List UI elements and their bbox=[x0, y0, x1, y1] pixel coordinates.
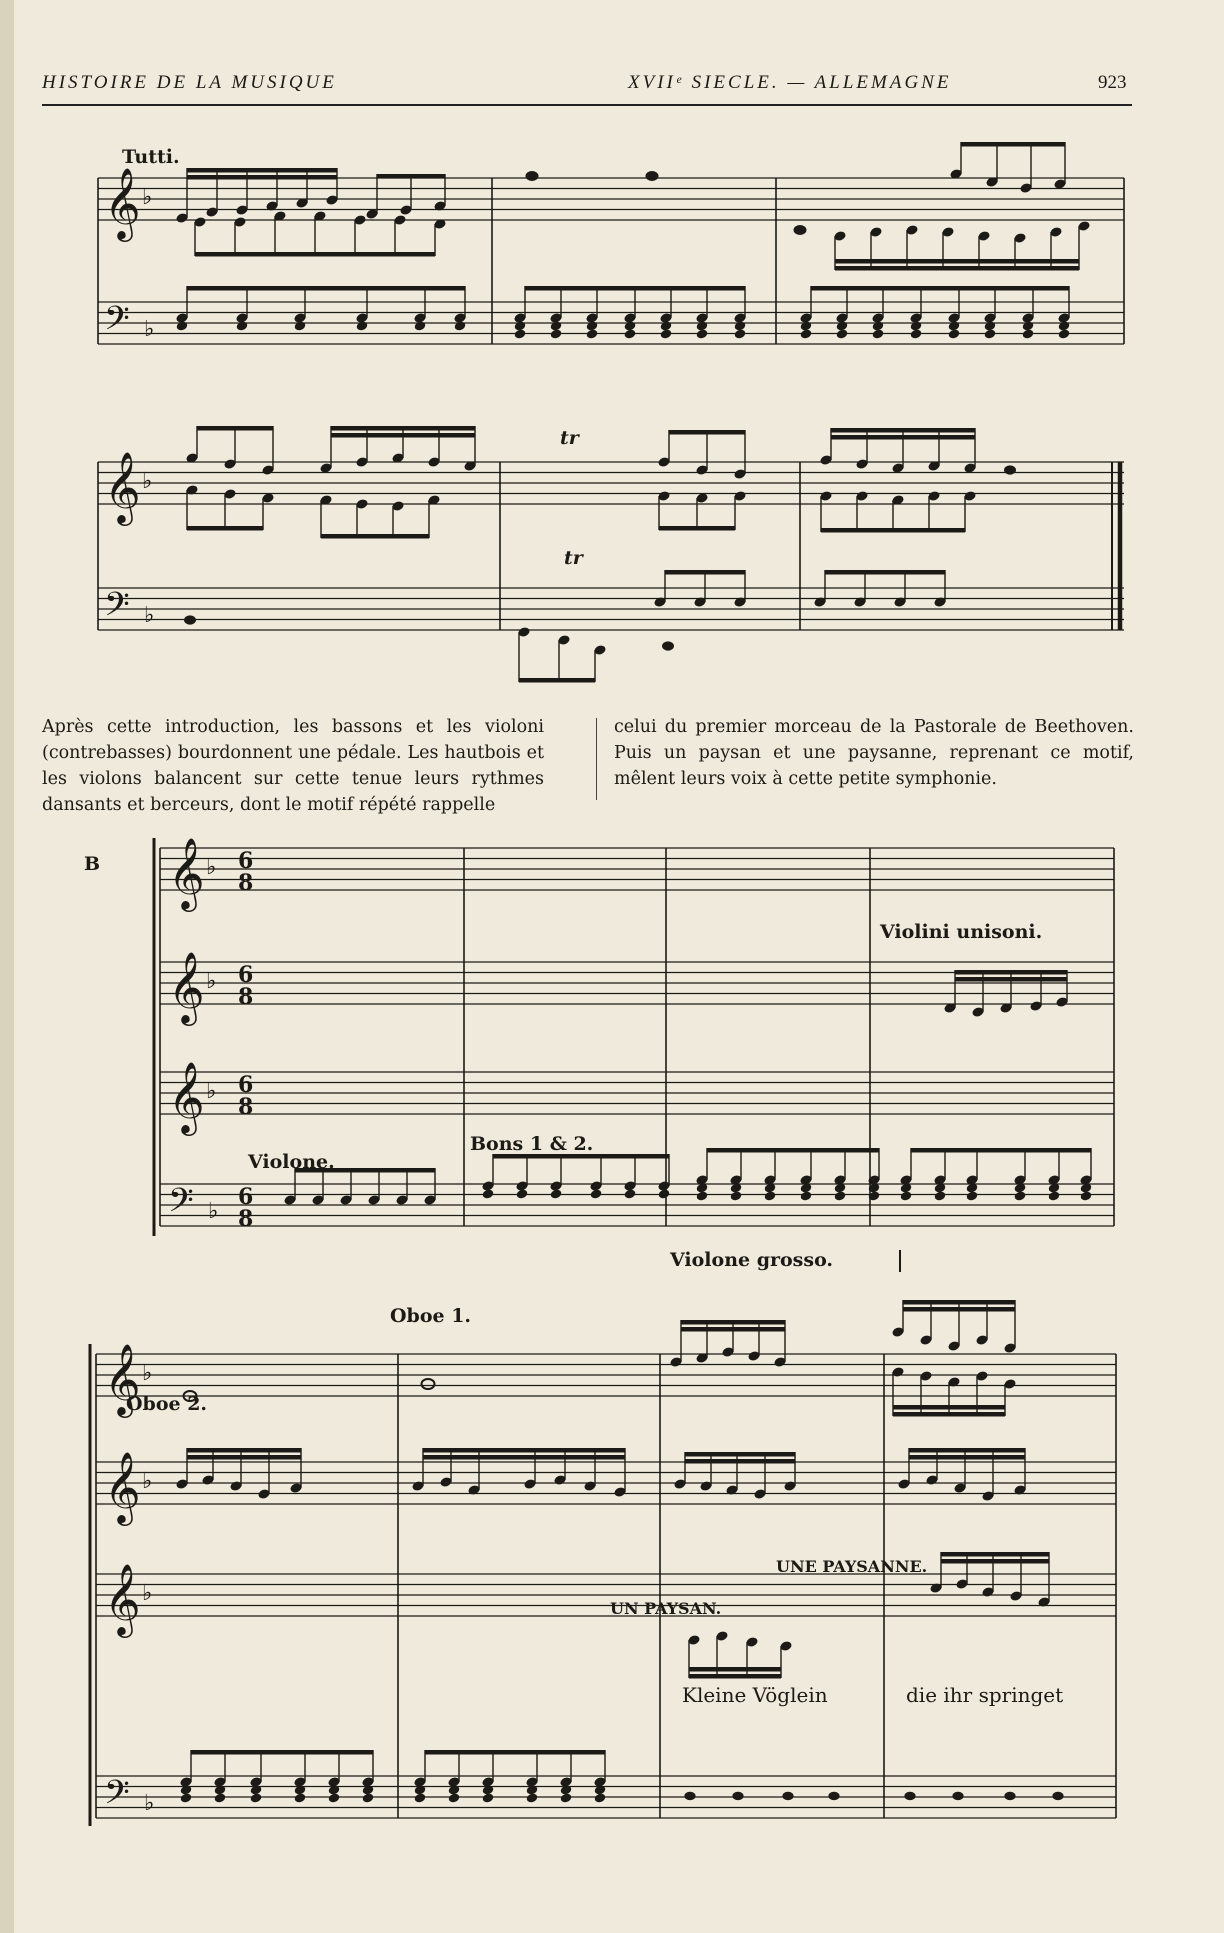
flat-key-signature: ♭ bbox=[142, 185, 153, 210]
time-signature-bottom: 8 bbox=[238, 1206, 254, 1232]
time-signature-top: 6 bbox=[238, 1184, 254, 1210]
note-beam bbox=[707, 1148, 879, 1153]
chord-note bbox=[966, 1190, 979, 1201]
chord-note bbox=[734, 328, 747, 339]
dotted-note bbox=[794, 225, 807, 235]
dotted-note bbox=[662, 641, 674, 650]
chord-note bbox=[1022, 328, 1035, 339]
bass-note bbox=[1052, 1792, 1063, 1800]
note-beam bbox=[689, 1667, 781, 1672]
column-rule bbox=[596, 718, 597, 800]
note-beam bbox=[423, 1455, 625, 1460]
section-letter: B bbox=[84, 853, 101, 875]
note-beam bbox=[423, 1448, 625, 1453]
chord-note bbox=[934, 1190, 947, 1201]
note-beam bbox=[187, 1455, 301, 1460]
note-beam bbox=[955, 977, 1067, 982]
chord-note bbox=[1080, 1190, 1093, 1201]
note-beam bbox=[331, 426, 475, 431]
note-beam bbox=[191, 1750, 373, 1755]
time-signature-bottom: 8 bbox=[238, 870, 254, 896]
time-signature-bottom: 8 bbox=[238, 984, 254, 1010]
chord-note bbox=[362, 1792, 375, 1803]
bass-note bbox=[828, 1792, 839, 1800]
flat-key-signature: ♭ bbox=[142, 469, 153, 494]
chord-note bbox=[696, 1190, 709, 1201]
note-beam bbox=[835, 266, 1079, 271]
chord-note bbox=[214, 1792, 227, 1803]
note-beam bbox=[519, 678, 595, 683]
note-beam bbox=[525, 286, 745, 291]
oboe2-label: Oboe 2. bbox=[126, 1393, 208, 1415]
note-beam bbox=[911, 1148, 1091, 1153]
bass-clef: 𝄢 bbox=[104, 300, 130, 346]
un-paysan-label: UN PAYSAN. bbox=[610, 1599, 722, 1618]
paragraph-left: Après cette introduction, les bassons et les violoni (contrebasses) bourdonnent une pédale. Les hautbois et les violons balancent sur cette tenue leurs rythmes dansants et berceurs, dont le motif répété rappelle bbox=[42, 717, 544, 815]
chord-note bbox=[482, 1792, 495, 1803]
note-beam bbox=[835, 259, 1079, 264]
note-beam bbox=[681, 1327, 785, 1332]
bass-note bbox=[782, 1792, 793, 1800]
note-beam bbox=[955, 970, 1067, 975]
flat-key-signature: ♭ bbox=[208, 1199, 219, 1224]
grace-note bbox=[526, 171, 539, 181]
chord-note bbox=[984, 328, 997, 339]
une-paysanne-label: UNE PAYSANNE. bbox=[776, 1557, 928, 1576]
note-beam bbox=[811, 286, 1069, 291]
note-beam bbox=[187, 175, 337, 180]
note-beam bbox=[425, 1750, 605, 1755]
chord-note bbox=[1048, 1190, 1061, 1201]
chord-note bbox=[250, 1792, 263, 1803]
flat-key-signature: ♭ bbox=[206, 969, 217, 994]
dotted-note bbox=[184, 615, 196, 624]
chord-note bbox=[948, 328, 961, 339]
note-beam bbox=[893, 1412, 1005, 1417]
paragraph-right: celui du premier morceau de la Pastorale de Beethoven. Puis un paysan et une paysanne, reprenant ce motif, mêlent leurs voix à cette petite symphonie. bbox=[614, 717, 1134, 789]
oboe1-label: Oboe 1. bbox=[390, 1305, 472, 1327]
note-beam bbox=[187, 286, 465, 291]
page-number: 923 bbox=[1098, 72, 1127, 93]
note-beam bbox=[893, 1405, 1005, 1410]
bass-note bbox=[684, 1792, 695, 1800]
chord-note bbox=[586, 328, 599, 339]
chord-note bbox=[526, 1792, 539, 1803]
note-beam bbox=[825, 570, 945, 575]
bassoons-label: Bons 1 & 2. bbox=[470, 1133, 594, 1155]
flat-key-signature: ♭ bbox=[144, 603, 155, 628]
treble-clef: 𝄞 bbox=[168, 836, 205, 909]
time-signature-top: 6 bbox=[238, 848, 254, 874]
chord-note bbox=[294, 1792, 307, 1803]
bass-note bbox=[732, 1792, 743, 1800]
trill-mark-upper: tr bbox=[560, 427, 579, 449]
note-beam bbox=[685, 1459, 795, 1464]
treble-clef: 𝄞 bbox=[104, 1450, 141, 1523]
chord-note bbox=[594, 1792, 607, 1803]
treble-clef: 𝄞 bbox=[104, 166, 141, 239]
bass-note bbox=[1004, 1792, 1015, 1800]
bass-clef: 𝄢 bbox=[104, 586, 130, 632]
violone-grosso-label: Violone grosso. bbox=[670, 1249, 834, 1271]
chord-note bbox=[448, 1792, 461, 1803]
time-signature-top: 6 bbox=[238, 962, 254, 988]
note-beam bbox=[941, 1559, 1049, 1564]
lyric-kleine-voglein: Kleine Vöglein bbox=[682, 1683, 828, 1707]
running-head-left: HISTOIRE DE LA MUSIQUE bbox=[42, 72, 337, 93]
bass-clef: 𝄢 bbox=[168, 1182, 194, 1228]
note-beam bbox=[831, 435, 975, 440]
flat-key-signature: ♭ bbox=[144, 1791, 155, 1816]
chord-note bbox=[1014, 1190, 1027, 1201]
note-beam bbox=[821, 528, 965, 533]
note-beam bbox=[831, 428, 975, 433]
bass-clef: 𝄢 bbox=[104, 1774, 130, 1820]
tutti-label: Tutti. bbox=[122, 146, 180, 168]
note-beam bbox=[187, 168, 337, 173]
chord-note bbox=[764, 1190, 777, 1201]
violone-label: Violone. bbox=[248, 1151, 335, 1173]
treble-clef: 𝄞 bbox=[104, 450, 141, 523]
flat-key-signature: ♭ bbox=[142, 1361, 153, 1386]
chord-note bbox=[900, 1190, 913, 1201]
treble-clef: 𝄞 bbox=[168, 1060, 205, 1133]
note-beam bbox=[689, 1674, 781, 1679]
note-beam bbox=[903, 1307, 1015, 1312]
chord-note bbox=[800, 1190, 813, 1201]
treble-clef: 𝄞 bbox=[104, 1562, 141, 1635]
chord-note bbox=[910, 328, 923, 339]
note-beam bbox=[321, 534, 429, 539]
note-beams bbox=[187, 142, 1091, 1755]
bass-note bbox=[904, 1792, 915, 1800]
time-signature-top: 6 bbox=[238, 1072, 254, 1098]
running-head-right: XVIIᵉ SIECLE. — ALLEMAGNE bbox=[628, 72, 952, 93]
trill-mark-lower: tr bbox=[564, 547, 583, 569]
chord-note bbox=[834, 1190, 847, 1201]
chord-note bbox=[872, 328, 885, 339]
note-beam bbox=[659, 526, 735, 531]
time-signature-bottom: 8 bbox=[238, 1094, 254, 1120]
note-beam bbox=[961, 142, 1065, 147]
note-beam bbox=[681, 1320, 785, 1325]
flat-key-signature: ♭ bbox=[206, 1079, 217, 1104]
note-beam bbox=[197, 426, 273, 431]
note-beam bbox=[941, 1552, 1049, 1557]
note-beam bbox=[665, 570, 745, 575]
chord-note bbox=[730, 1190, 743, 1201]
note-beam bbox=[685, 1452, 795, 1457]
note-beam bbox=[377, 174, 445, 179]
grace-note bbox=[646, 171, 659, 181]
flat-key-signature: ♭ bbox=[142, 1581, 153, 1606]
chord-note bbox=[660, 328, 673, 339]
flat-key-signature: ♭ bbox=[206, 855, 217, 880]
note-beam bbox=[187, 526, 263, 531]
lyric-die-ihr-springet: die ihr springet bbox=[906, 1683, 1064, 1707]
violini-unisoni-label: Violini unisoni. bbox=[880, 921, 1043, 943]
chord-note bbox=[514, 328, 527, 339]
note-beam bbox=[669, 430, 745, 435]
flat-key-signature: ♭ bbox=[142, 1469, 153, 1494]
chord-note bbox=[560, 1792, 573, 1803]
half-note bbox=[422, 1379, 435, 1389]
chord-note bbox=[1058, 328, 1071, 339]
chord-note bbox=[328, 1792, 341, 1803]
chord-note bbox=[414, 1792, 427, 1803]
chord-note bbox=[696, 328, 709, 339]
chord-note bbox=[550, 328, 563, 339]
bass-note bbox=[952, 1792, 963, 1800]
note-beam bbox=[195, 252, 435, 257]
note-beam bbox=[909, 1455, 1025, 1460]
chord-note bbox=[624, 328, 637, 339]
flat-key-signature: ♭ bbox=[144, 317, 155, 342]
chord-note bbox=[836, 328, 849, 339]
note-beam bbox=[909, 1448, 1025, 1453]
dotted-note bbox=[1004, 465, 1016, 474]
treble-clef: 𝄞 bbox=[168, 950, 205, 1023]
chord-note bbox=[180, 1792, 193, 1803]
note-beam bbox=[903, 1300, 1015, 1305]
note-beam bbox=[331, 433, 475, 438]
note-beam bbox=[187, 1448, 301, 1453]
treble-clef: 𝄞 bbox=[104, 1342, 141, 1415]
chord-note bbox=[800, 328, 813, 339]
